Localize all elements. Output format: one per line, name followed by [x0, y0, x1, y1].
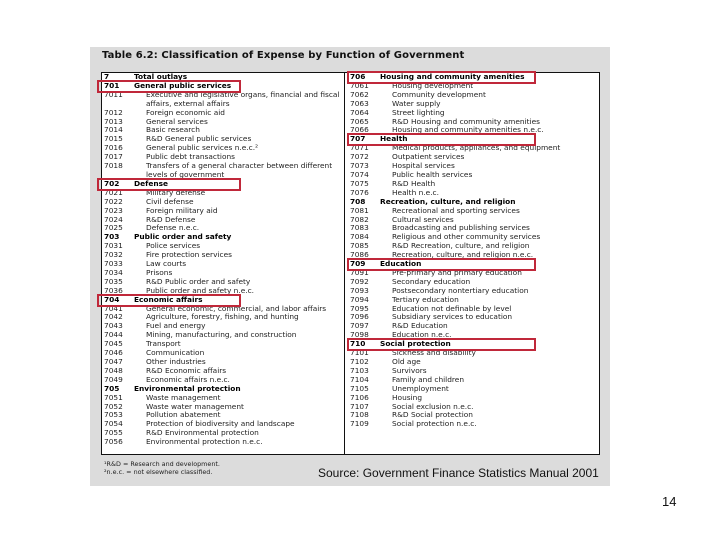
- function-code: 7085: [350, 241, 369, 251]
- function-label: Recreation, culture, and religion: [380, 196, 516, 206]
- function-label: Recreational and sporting services: [392, 205, 520, 215]
- function-label: Communication: [146, 348, 205, 358]
- table-row: [350, 394, 598, 403]
- function-code: 7049: [104, 374, 123, 384]
- function-code: 7086: [350, 250, 369, 260]
- function-label: Medical products, appliances, and equipment: [392, 143, 561, 153]
- function-label: Hospital services: [392, 161, 455, 171]
- function-label: R&D Environmental protection: [146, 428, 259, 438]
- table-row: [104, 207, 342, 216]
- table-row: [350, 367, 598, 376]
- function-code: 7103: [350, 365, 369, 375]
- function-label: Health: [380, 134, 408, 144]
- function-label: Subsidiary services to education: [392, 312, 513, 322]
- function-code: 7: [104, 72, 110, 81]
- function-code: 7094: [350, 294, 369, 304]
- function-label: R&D General public services: [146, 134, 252, 144]
- table-row: [350, 313, 598, 322]
- function-label: Religious and other community services: [392, 232, 541, 242]
- table-row: [104, 340, 342, 349]
- function-label: Public health services: [392, 169, 473, 179]
- table-footnotes: [104, 460, 220, 476]
- function-label: Waste management: [146, 392, 221, 402]
- function-label: Pollution abatement: [146, 410, 221, 420]
- table-row: [104, 91, 342, 109]
- column-divider: [344, 72, 345, 455]
- function-label: Agriculture, forestry, fishing, and hunting: [146, 312, 299, 322]
- function-label: Old age: [392, 357, 421, 366]
- function-code: 707: [350, 134, 366, 144]
- source-citation: Source: Government Finance Statistics Manual 2001: [318, 466, 599, 480]
- table-row: [104, 313, 342, 322]
- function-code: 7091: [350, 267, 369, 277]
- function-code: 7095: [350, 303, 369, 313]
- function-label: Executive and legislative organs, financial and fiscal affairs, external affairs: [146, 89, 340, 108]
- function-code: 710: [350, 339, 366, 349]
- function-label: Street lighting: [392, 107, 445, 117]
- function-label: Survivors: [392, 365, 427, 375]
- function-code: 7098: [350, 330, 369, 340]
- function-label: Economic affairs n.e.c.: [146, 374, 230, 384]
- function-label: Prisons: [146, 267, 173, 277]
- function-code: 7036: [104, 285, 123, 295]
- function-label: Basic research: [146, 125, 200, 135]
- table-title: Table 6.2: Classification of Expense by Function of Government: [102, 50, 465, 61]
- function-code: 7053: [104, 410, 123, 420]
- function-label: Pre-primary and primary education: [392, 267, 522, 277]
- function-code: 7033: [104, 259, 123, 269]
- table-row: [104, 251, 342, 260]
- function-code: 7045: [104, 339, 123, 349]
- table-row: [350, 207, 598, 216]
- function-code: 7031: [104, 241, 123, 251]
- table-section-row: [104, 385, 342, 394]
- function-code: 7102: [350, 357, 369, 366]
- footnote-rd: ¹R&D = Research and development.: [104, 460, 220, 468]
- table-row: [350, 144, 598, 153]
- function-label: Public order and safety: [134, 232, 232, 242]
- function-code: 7015: [104, 134, 123, 144]
- table-row: [104, 118, 342, 127]
- function-label: Economic affairs: [134, 294, 203, 304]
- function-label: Defense n.e.c.: [146, 223, 200, 233]
- function-code: 7034: [104, 267, 123, 277]
- function-code: 7092: [350, 276, 369, 286]
- table-section-row: [104, 180, 342, 189]
- function-label: Community development: [392, 89, 486, 99]
- function-code: 7108: [350, 410, 369, 420]
- function-label: Social exclusion n.e.c.: [392, 401, 474, 411]
- function-label: R&D Social protection: [392, 410, 473, 420]
- function-label: Foreign economic aid: [146, 107, 225, 117]
- function-code: 7023: [104, 205, 123, 215]
- table-row: [104, 349, 342, 358]
- table-row: [350, 287, 598, 296]
- function-label: Environmental protection: [134, 383, 241, 393]
- function-label: General services: [146, 116, 208, 126]
- function-code: 7105: [350, 383, 369, 393]
- table-row: [350, 91, 598, 100]
- function-code: 7044: [104, 330, 123, 340]
- table-left-column: [104, 73, 342, 447]
- function-code: 7012: [104, 107, 123, 117]
- function-label: Transfers of a general character between different levels of government: [146, 161, 333, 179]
- table-row: [104, 109, 342, 118]
- table-row: [104, 438, 342, 447]
- page-number: 14: [662, 494, 677, 509]
- function-code: 7018: [104, 161, 123, 171]
- function-label: Secondary education: [392, 276, 471, 286]
- function-label: R&D Economic affairs: [146, 365, 227, 375]
- function-code: 7032: [104, 250, 123, 260]
- function-label: General public services: [134, 80, 232, 90]
- function-code: 7022: [104, 196, 123, 206]
- function-label: General public services n.e.c.²: [146, 143, 259, 153]
- function-label: R&D Housing and community amenities: [392, 116, 540, 126]
- function-code: 7066: [350, 125, 369, 135]
- function-code: 7073: [350, 161, 369, 171]
- function-label: Mining, manufacturing, and construction: [146, 330, 297, 340]
- function-code: 7063: [350, 98, 369, 108]
- function-label: Sickness and disability: [392, 348, 476, 358]
- function-label: Cultural services: [392, 214, 454, 224]
- function-label: Police services: [146, 241, 201, 251]
- function-code: 7096: [350, 312, 369, 322]
- function-code: 7046: [104, 348, 123, 358]
- function-code: 7043: [104, 321, 123, 331]
- function-code: 7062: [350, 89, 369, 99]
- function-label: Protection of biodiversity and landscape: [146, 419, 295, 429]
- function-code: 7075: [350, 178, 369, 188]
- footnote-nec: ²n.e.c. = not elsewhere classified.: [104, 468, 213, 476]
- function-label: R&D Health: [392, 178, 436, 188]
- table-row: [104, 331, 342, 340]
- function-label: Military defense: [146, 187, 206, 197]
- table-row: [104, 189, 342, 198]
- table-row: [350, 349, 598, 358]
- table-row: [104, 198, 342, 207]
- function-code: 7047: [104, 357, 123, 366]
- function-code: 7081: [350, 205, 369, 215]
- table-row: [350, 269, 598, 278]
- function-label: Environmental protection n.e.c.: [146, 437, 263, 447]
- function-code: 709: [350, 259, 366, 269]
- function-label: General economic, commercial, and labor affairs: [146, 303, 327, 313]
- function-label: Foreign military aid: [146, 205, 218, 215]
- function-label: Social protection n.e.c.: [392, 419, 477, 429]
- function-label: Education n.e.c.: [392, 330, 452, 340]
- function-code: 7074: [350, 169, 369, 179]
- function-label: Public debt transactions: [146, 152, 235, 162]
- function-code: 7084: [350, 232, 369, 242]
- function-label: Unemployment: [392, 383, 449, 393]
- function-label: Waste water management: [146, 401, 244, 411]
- table-row: [350, 171, 598, 180]
- function-code: 706: [350, 72, 366, 81]
- table-row: [350, 358, 598, 367]
- function-code: 7021: [104, 187, 123, 197]
- function-code: 7042: [104, 312, 123, 322]
- function-label: Fire protection services: [146, 250, 232, 260]
- function-code: 701: [104, 80, 120, 90]
- function-label: Total outlays: [134, 72, 188, 81]
- table-row: [104, 260, 342, 269]
- function-label: Education not definable by level: [392, 303, 512, 313]
- function-code: 7011: [104, 89, 123, 99]
- function-code: 7076: [350, 187, 369, 197]
- function-label: Civil defense: [146, 196, 194, 206]
- function-code: 7065: [350, 116, 369, 126]
- function-code: 7017: [104, 152, 123, 162]
- function-code: 7101: [350, 348, 369, 358]
- function-code: 704: [104, 294, 120, 304]
- function-code: 7093: [350, 285, 369, 295]
- function-label: R&D Defense: [146, 214, 196, 224]
- function-code: 7071: [350, 143, 369, 153]
- function-label: Broadcasting and publishing services: [392, 223, 530, 233]
- function-label: Outpatient services: [392, 152, 465, 162]
- function-label: Family and children: [392, 374, 465, 384]
- function-code: 705: [104, 383, 120, 393]
- function-code: 7041: [104, 303, 123, 313]
- function-code: 7072: [350, 152, 369, 162]
- function-code: 7024: [104, 214, 123, 224]
- function-code: 7052: [104, 401, 123, 411]
- function-code: 7051: [104, 392, 123, 402]
- table-row: [350, 376, 598, 385]
- function-code: 7061: [350, 80, 369, 90]
- table-row: [350, 385, 598, 394]
- function-code: 708: [350, 196, 366, 206]
- function-code: 703: [104, 232, 120, 242]
- function-code: 702: [104, 178, 120, 188]
- function-code: 7104: [350, 374, 369, 384]
- function-code: 7109: [350, 419, 369, 429]
- function-label: Health n.e.c.: [392, 187, 439, 197]
- function-label: Public order and safety n.e.c.: [146, 285, 255, 295]
- function-code: 7055: [104, 428, 123, 438]
- function-code: 7025: [104, 223, 123, 233]
- function-code: 7056: [104, 437, 123, 447]
- function-label: Housing development: [392, 80, 474, 90]
- function-code: 7082: [350, 214, 369, 224]
- function-label: Recreation, culture, and religion n.e.c.: [392, 250, 534, 260]
- table-row: [104, 162, 342, 180]
- table-row: [104, 216, 342, 225]
- function-label: Transport: [146, 339, 181, 349]
- function-code: 7054: [104, 419, 123, 429]
- table-row: [350, 322, 598, 331]
- function-code: 7048: [104, 365, 123, 375]
- function-code: 7107: [350, 401, 369, 411]
- function-label: Postsecondary nontertiary education: [392, 285, 529, 295]
- function-code: 7064: [350, 107, 369, 117]
- function-code: 7035: [104, 276, 123, 286]
- function-code: 7097: [350, 321, 369, 331]
- function-label: Social protection: [380, 339, 451, 349]
- table-row: [350, 100, 598, 109]
- table-row: [350, 420, 598, 429]
- table-row: [350, 403, 598, 412]
- table-row: [350, 180, 598, 189]
- function-label: Housing: [392, 392, 423, 402]
- function-label: Housing and community amenities: [380, 72, 525, 81]
- table-row: [350, 162, 598, 171]
- function-label: R&D Recreation, culture, and religion: [392, 241, 530, 251]
- function-label: R&D Education: [392, 321, 448, 331]
- function-code: 7106: [350, 392, 369, 402]
- function-label: Other industries: [146, 357, 206, 366]
- table-row: [104, 403, 342, 412]
- function-label: Law courts: [146, 259, 187, 269]
- function-label: R&D Public order and safety: [146, 276, 251, 286]
- function-code: 7013: [104, 116, 123, 126]
- table-section-row: [350, 73, 598, 82]
- function-label: Water supply: [392, 98, 441, 108]
- function-label: Fuel and energy: [146, 321, 206, 331]
- function-label: Tertiary education: [392, 294, 459, 304]
- function-label: Education: [380, 259, 422, 269]
- table-right-column: [350, 73, 598, 429]
- table-row: [350, 153, 598, 162]
- function-code: 7083: [350, 223, 369, 233]
- table-section-row: [104, 233, 342, 242]
- function-code: 7016: [104, 143, 123, 153]
- function-code: 7014: [104, 125, 123, 135]
- function-label: Defense: [134, 178, 169, 188]
- function-label: Housing and community amenities n.e.c.: [392, 125, 544, 135]
